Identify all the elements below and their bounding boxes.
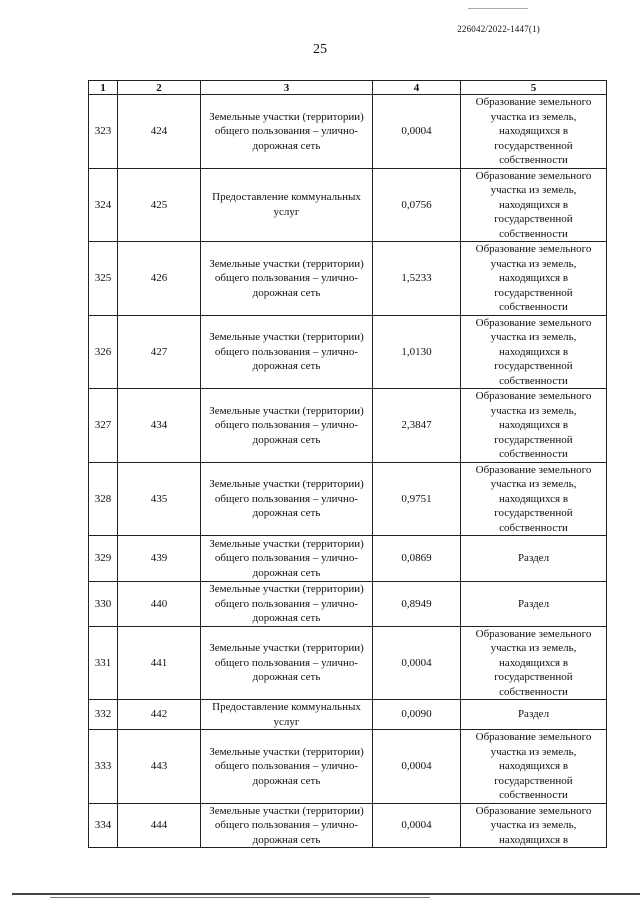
area-ha-cell: 1,0130 [373,315,461,389]
column-header: 5 [461,81,607,95]
formation-method-cell: Раздел [461,582,607,627]
formation-method-cell: Образование земельного участка из земель, находящихся в государственной собственности [461,626,607,700]
table-row [89,168,607,242]
formation-method-cell: Образование земельного участка из земель, находящихся в государственной собственности [461,462,607,536]
column-header: 4 [373,81,461,95]
permitted-use-cell: Земельные участки (территории) общего пользования – улично-дорожная сеть [201,242,373,316]
land-plots-table [88,80,607,848]
area-ha-cell: 0,0004 [373,95,461,169]
area-ha-cell: 0,8949 [373,582,461,627]
row-number-cell: 329 [89,536,118,582]
formation-method-cell: Образование земельного участка из земель, находящихся в государственной собственности [461,730,607,804]
row-number-cell: 328 [89,462,118,536]
table-row [89,582,607,627]
plot-id-cell: 426 [118,242,201,316]
plot-id-cell: 425 [118,168,201,242]
area-ha-cell: 2,3847 [373,389,461,463]
row-number-cell: 331 [89,626,118,700]
area-ha-cell: 0,0004 [373,730,461,804]
permitted-use-cell: Земельные участки (территории) общего пользования – улично-дорожная сеть [201,95,373,169]
permitted-use-cell: Земельные участки (территории) общего пользования – улично-дорожная сеть [201,536,373,582]
formation-method-cell: Образование земельного участка из земель, находящихся в государственной собственности [461,95,607,169]
plot-id-cell: 444 [118,803,201,848]
table-row [89,462,607,536]
plot-id-cell: 441 [118,626,201,700]
area-ha-cell: 0,9751 [373,462,461,536]
scan-edge-bottom [0,893,640,905]
column-header: 2 [118,81,201,95]
plot-id-cell: 442 [118,700,201,730]
permitted-use-cell: Земельные участки (территории) общего пользования – улично-дорожная сеть [201,315,373,389]
permitted-use-cell: Земельные участки (территории) общего пользования – улично-дорожная сеть [201,626,373,700]
plot-id-cell: 427 [118,315,201,389]
table-row [89,626,607,700]
table-row [89,536,607,582]
area-ha-cell: 1,5233 [373,242,461,316]
area-ha-cell: 0,0869 [373,536,461,582]
table-row [89,803,607,848]
formation-method-cell: Образование земельного участка из земель, находящихся в государственной собственности [461,242,607,316]
formation-method-cell: Образование земельного участка из земель, находящихся в государственной собственности [461,315,607,389]
permitted-use-cell: Земельные участки (территории) общего пользования – улично-дорожная сеть [201,730,373,804]
permitted-use-cell: Предоставление коммунальных услуг [201,700,373,730]
table-row [89,315,607,389]
formation-method-cell: Образование земельного участка из земель, находящихся в государственной собственности [461,168,607,242]
formation-method-cell: Образование земельного участка из земель, находящихся в государственной собственности [461,389,607,463]
row-number-cell: 326 [89,315,118,389]
row-number-cell: 333 [89,730,118,804]
plot-id-cell: 424 [118,95,201,169]
permitted-use-cell: Земельные участки (территории) общего пользования – улично-дорожная сеть [201,462,373,536]
scan-mark-top [468,8,528,9]
table-header-row [89,81,607,95]
table-row [89,242,607,316]
document-id: 226042/2022-1447(1) [457,24,540,34]
plot-id-cell: 443 [118,730,201,804]
plot-id-cell: 435 [118,462,201,536]
formation-method-cell: Раздел [461,700,607,730]
plot-id-cell: 439 [118,536,201,582]
row-number-cell: 324 [89,168,118,242]
row-number-cell: 334 [89,803,118,848]
plot-id-cell: 434 [118,389,201,463]
area-ha-cell: 0,0090 [373,700,461,730]
permitted-use-cell: Земельные участки (территории) общего пользования – улично-дорожная сеть [201,803,373,848]
table-row [89,389,607,463]
row-number-cell: 327 [89,389,118,463]
table-row [89,730,607,804]
permitted-use-cell: Земельные участки (территории) общего пользования – улично-дорожная сеть [201,389,373,463]
row-number-cell: 330 [89,582,118,627]
row-number-cell: 323 [89,95,118,169]
area-ha-cell: 0,0756 [373,168,461,242]
formation-method-cell: Образование земельного участка из земель, находящихся в [461,803,607,848]
row-number-cell: 325 [89,242,118,316]
page-number: 25 [313,42,327,57]
row-number-cell: 332 [89,700,118,730]
table-row [89,95,607,169]
column-header: 1 [89,81,118,95]
table-row [89,700,607,730]
area-ha-cell: 0,0004 [373,626,461,700]
area-ha-cell: 0,0004 [373,803,461,848]
formation-method-cell: Раздел [461,536,607,582]
column-header: 3 [201,81,373,95]
permitted-use-cell: Предоставление коммунальных услуг [201,168,373,242]
plot-id-cell: 440 [118,582,201,627]
permitted-use-cell: Земельные участки (территории) общего пользования – улично-дорожная сеть [201,582,373,627]
